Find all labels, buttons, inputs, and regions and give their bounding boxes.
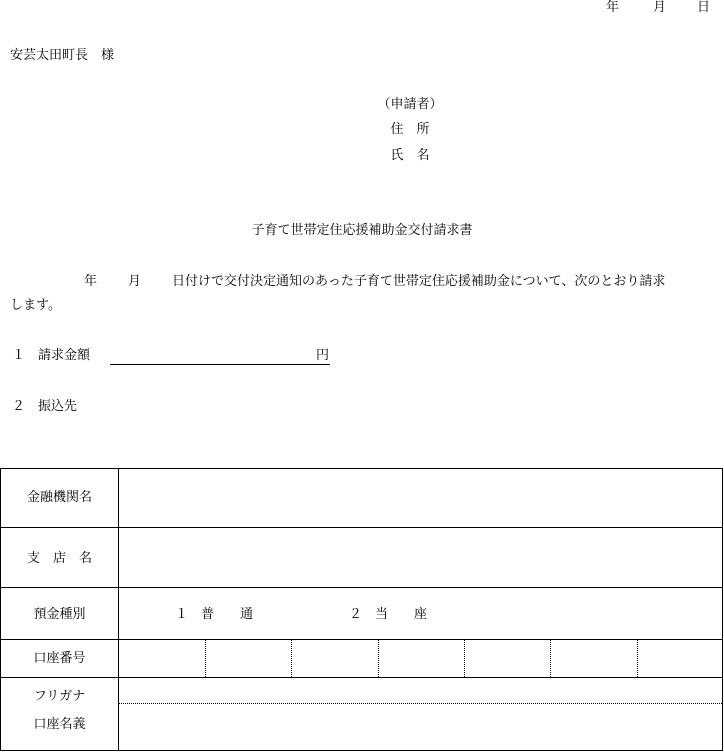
bank-name-label: 金融機関名: [26, 490, 92, 505]
furigana-label: フリガナ: [33, 689, 86, 704]
request-amount-label: １ 請求金額: [12, 348, 91, 363]
row-divider: [1, 587, 722, 588]
furigana-field[interactable]: [119, 678, 722, 703]
account-digit-divider: [637, 640, 638, 677]
date-year-label: 年: [606, 0, 620, 15]
account-holder-field[interactable]: [119, 704, 722, 750]
applicant-name-label: 氏 名: [390, 148, 430, 163]
account-number-label: 口座番号: [33, 651, 86, 666]
account-digit-divider: [205, 640, 206, 677]
yen-unit: 円: [316, 348, 330, 363]
addressee: 安芸太田町長 様: [10, 48, 115, 63]
deposit-type-label: 預金種別: [33, 607, 86, 622]
date-day-label: 日: [697, 0, 711, 15]
body-month-label: 月: [128, 274, 142, 289]
bank-account-table: [0, 468, 723, 751]
body-text-line1: 日付けで交付決定通知のあった子育て世帯定住応援補助金について、次のとおり請求: [172, 274, 666, 289]
request-amount-field[interactable]: [110, 348, 330, 365]
branch-name-label: 支 店 名: [26, 551, 92, 566]
document-title: 子育て世帯定住応援補助金交付請求書: [251, 223, 473, 238]
account-digit-divider: [550, 640, 551, 677]
date-month-label: 月: [653, 0, 667, 15]
bank-name-field[interactable]: [119, 469, 722, 527]
account-digit-divider: [464, 640, 465, 677]
body-year-label: 年: [84, 274, 98, 289]
branch-name-field[interactable]: [119, 528, 722, 587]
body-text-line2: します。: [10, 298, 61, 313]
account-holder-label: 口座名義: [33, 717, 86, 732]
deposit-option-current[interactable]: ２ 当 座: [349, 607, 428, 622]
deposit-option-ordinary[interactable]: １ 普 通: [175, 607, 254, 622]
row-divider: [1, 639, 722, 640]
account-digit-divider: [378, 640, 379, 677]
account-digit-divider: [291, 640, 292, 677]
applicant-address-label: 住 所: [390, 122, 430, 137]
applicant-heading: （申請者）: [377, 97, 443, 112]
transfer-destination-label: ２ 振込先: [12, 399, 78, 414]
